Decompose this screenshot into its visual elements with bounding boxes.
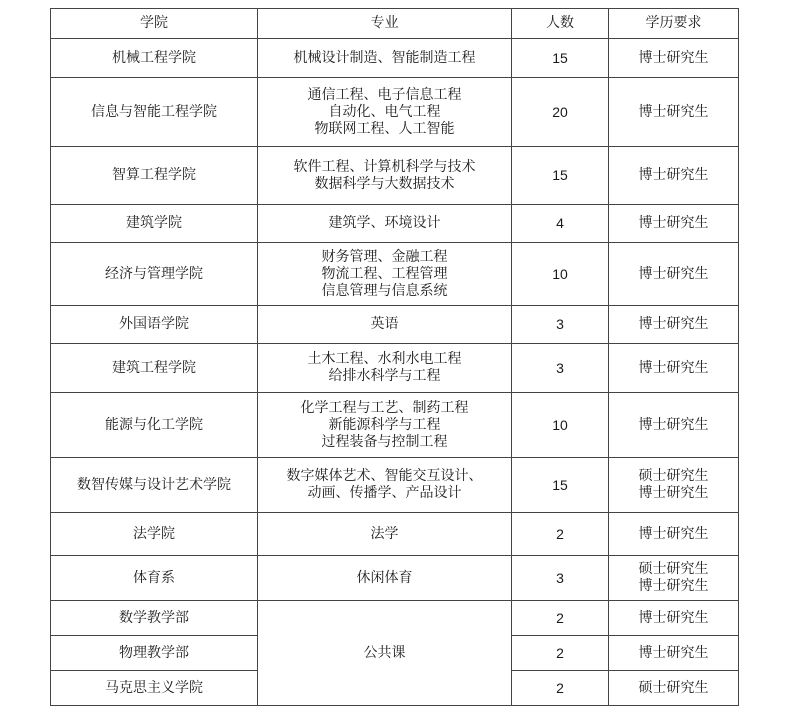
table-row: [51, 306, 739, 344]
count-cell: 10: [512, 243, 609, 306]
major-cell: [258, 78, 512, 147]
major-line: 化学工程与工艺、制药工程: [300, 399, 469, 416]
degree-line: 博士研究生: [638, 215, 709, 231]
major-line: 物流工程、工程管理: [321, 265, 448, 282]
major-cell: [258, 306, 512, 344]
major-line: 动画、传播学、产品设计: [307, 485, 462, 501]
major-cell-merged: [258, 601, 512, 706]
major-cell: [258, 556, 512, 601]
header-count: 人数: [512, 9, 609, 39]
degree-line: 博士研究生: [638, 644, 709, 661]
count-cell: 2: [512, 513, 609, 556]
college-cell: 物理教学部: [51, 636, 258, 671]
degree-cell: [609, 147, 739, 205]
degree-cell: [609, 671, 739, 706]
degree-line: 博士研究生: [638, 416, 709, 433]
college-cell: 能源与化工学院: [51, 393, 258, 458]
count-cell: 15: [512, 458, 609, 513]
college-cell: 外国语学院: [51, 306, 258, 344]
table-row: [51, 344, 739, 393]
table-row: [51, 556, 739, 601]
count-cell: 10: [512, 393, 609, 458]
major-line: 新能源科学与工程: [328, 416, 441, 433]
degree-cell: [609, 344, 739, 393]
count-cell: 3: [512, 556, 609, 601]
major-line: 公共课: [363, 644, 406, 661]
college-cell: 机械工程学院: [51, 39, 258, 78]
major-cell: [258, 393, 512, 458]
degree-cell: [609, 601, 739, 636]
college-cell: 体育系: [51, 556, 258, 601]
college-cell: 信息与智能工程学院: [51, 78, 258, 147]
major-line: 软件工程、计算机科学与技术: [293, 158, 476, 175]
count-cell: 2: [512, 671, 609, 706]
recruitment-table: [50, 8, 739, 706]
table-row: [51, 393, 739, 458]
degree-cell: [609, 556, 739, 601]
major-cell: [258, 147, 512, 205]
header-college: 学院: [51, 9, 258, 39]
table-row: [51, 205, 739, 243]
degree-line: 博士研究生: [638, 103, 709, 120]
major-cell: [258, 205, 512, 243]
degree-cell: [609, 39, 739, 78]
degree-cell: [609, 513, 739, 556]
degree-line: 博士研究生: [638, 167, 709, 183]
count-cell: 3: [512, 344, 609, 393]
degree-line: 博士研究生: [638, 609, 709, 626]
degree-line: 博士研究生: [638, 578, 709, 594]
college-cell: 数学教学部: [51, 601, 258, 636]
degree-cell: [609, 205, 739, 243]
count-cell: 2: [512, 601, 609, 636]
table-row: [51, 78, 739, 147]
major-cell: [258, 344, 512, 393]
major-cell: [258, 243, 512, 306]
table-row: [51, 147, 739, 205]
major-line: 过程装备与控制工程: [321, 433, 448, 450]
count-cell: 4: [512, 205, 609, 243]
major-line: 自动化、电气工程: [328, 103, 441, 120]
major-cell: [258, 513, 512, 556]
count-cell: 3: [512, 306, 609, 344]
college-cell: 数智传媒与设计艺术学院: [51, 458, 258, 513]
major-line: 财务管理、金融工程: [321, 248, 448, 265]
major-line: 数字媒体艺术、智能交互设计、: [286, 468, 483, 484]
table-row: [51, 243, 739, 306]
table-row: [51, 39, 739, 78]
major-line: 数据科学与大数据技术: [314, 175, 455, 192]
college-cell: 经济与管理学院: [51, 243, 258, 306]
degree-line: 硕士研究生: [638, 468, 709, 484]
major-line: 休闲体育: [356, 569, 413, 586]
degree-cell: [609, 393, 739, 458]
college-cell: 法学院: [51, 513, 258, 556]
degree-line: 博士研究生: [638, 525, 709, 542]
degree-line: 博士研究生: [638, 316, 709, 332]
degree-cell: [609, 306, 739, 344]
table-row: [51, 513, 739, 556]
degree-cell: [609, 78, 739, 147]
college-cell: 建筑学院: [51, 205, 258, 243]
count-cell: 20: [512, 78, 609, 147]
major-line: 物联网工程、人工智能: [314, 120, 455, 137]
major-line: 法学: [370, 525, 399, 542]
header-degree: 学历要求: [609, 9, 739, 39]
major-line: 英语: [370, 316, 399, 332]
major-line: 通信工程、电子信息工程: [307, 86, 462, 103]
degree-line: 博士研究生: [638, 485, 709, 501]
header-major: 专业: [258, 9, 512, 39]
table-row: [51, 458, 739, 513]
major-line: 建筑学、环境设计: [328, 215, 441, 231]
major-cell: [258, 39, 512, 78]
count-cell: 15: [512, 39, 609, 78]
header-row: [51, 9, 739, 39]
degree-cell: [609, 636, 739, 671]
major-line: 信息管理与信息系统: [321, 282, 448, 299]
degree-line: 博士研究生: [638, 359, 709, 376]
college-cell: 建筑工程学院: [51, 344, 258, 393]
count-cell: 15: [512, 147, 609, 205]
major-line: 机械设计制造、智能制造工程: [293, 49, 476, 66]
degree-line: 博士研究生: [638, 49, 709, 66]
degree-cell: [609, 243, 739, 306]
major-line: 土木工程、水利水电工程: [307, 351, 462, 367]
degree-line: 硕士研究生: [638, 561, 709, 577]
major-cell: [258, 458, 512, 513]
degree-cell: [609, 458, 739, 513]
degree-line: 硕士研究生: [638, 679, 709, 696]
major-line: 给排水科学与工程: [328, 368, 441, 384]
table-row: [51, 601, 739, 636]
degree-line: 博士研究生: [638, 265, 709, 282]
count-cell: 2: [512, 636, 609, 671]
college-cell: 马克思主义学院: [51, 671, 258, 706]
college-cell: 智算工程学院: [51, 147, 258, 205]
